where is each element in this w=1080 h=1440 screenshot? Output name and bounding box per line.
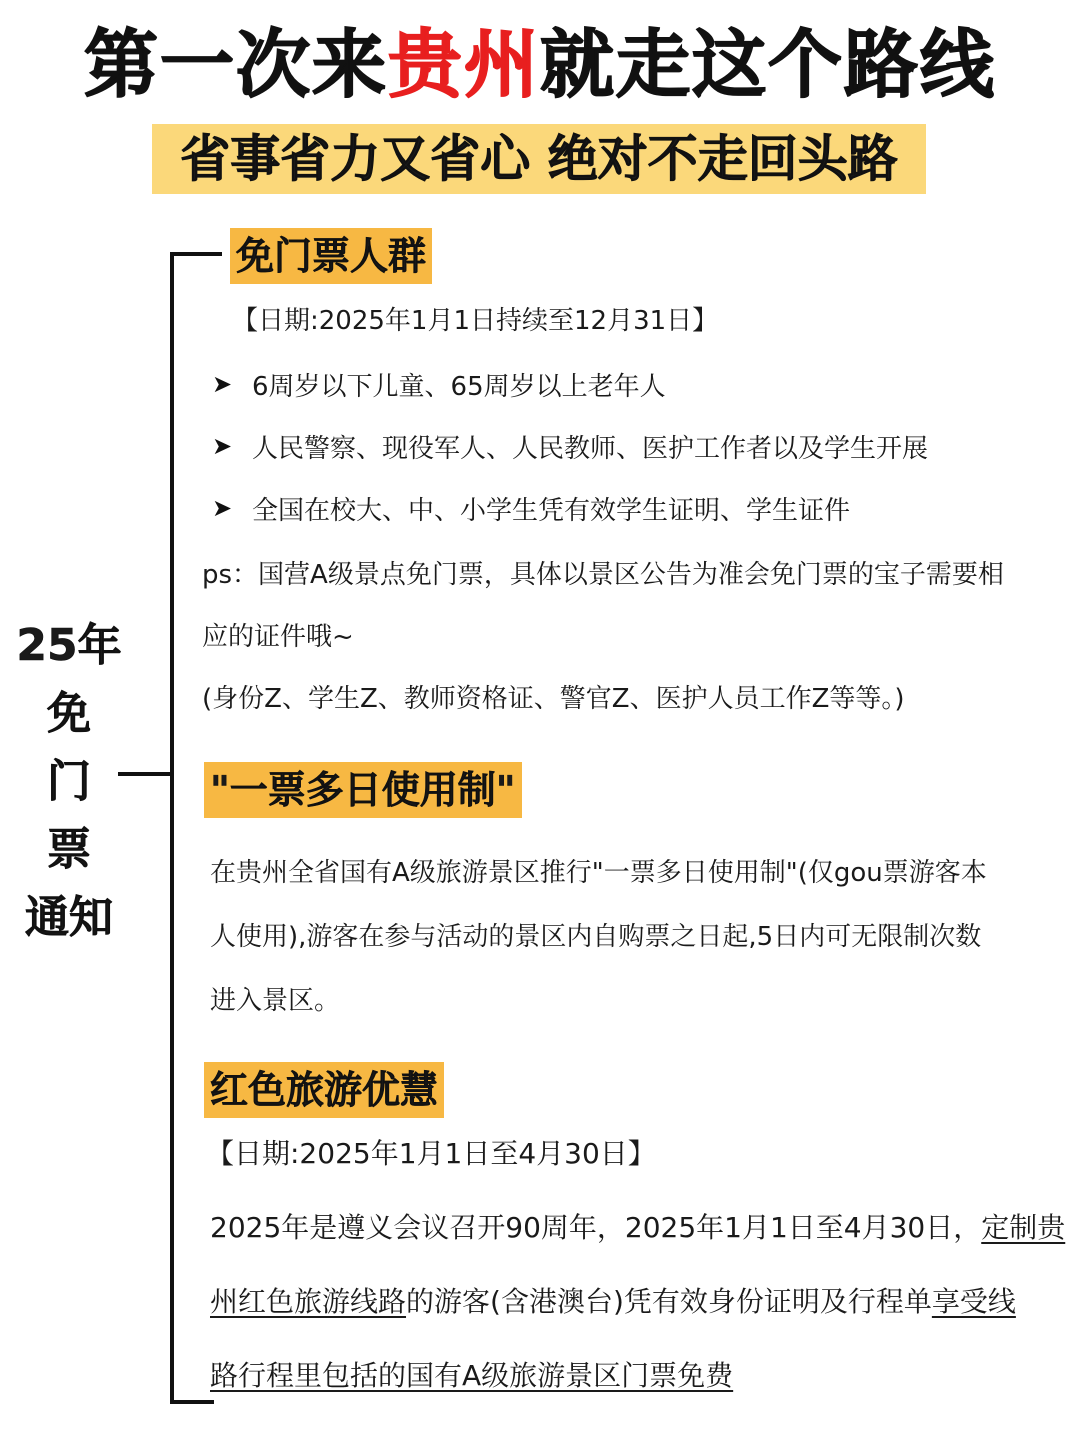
- bracket-top-tick: [170, 252, 222, 256]
- bracket-bottom-tick: [170, 1400, 214, 1404]
- section3-text-line: [210, 1206, 1065, 1246]
- side-label-line: 通知: [25, 892, 113, 943]
- section2-text-line: 人使用),游客在参与活动的景区内自购票之日起,5日内可无限制次数: [210, 922, 982, 952]
- side-label-line: 门: [47, 756, 91, 807]
- title-part1: 第一次来: [84, 22, 388, 108]
- section3-text-line: [210, 1280, 1016, 1320]
- section3-text-plain: 2025年是遵义会议召开90周年，2025年1月1日至4月30日，: [210, 1211, 982, 1244]
- section1-date: 【日期:2025年1月1日持续至12月31日】: [232, 306, 719, 336]
- bullet-item: 人民警察、现役军人、人民教师、医护工作者以及学生开展: [252, 434, 929, 464]
- bullet-item: 6周岁以下儿童、65周岁以上老年人: [252, 372, 666, 402]
- section2-text-line: 在贵州全省国有A级旅游景区推行"一票多日使用制"(仅gou票游客本: [210, 858, 987, 888]
- title-part2: 就走这个路线: [540, 22, 996, 108]
- bullet-arrow-icon: ➤: [212, 494, 233, 522]
- page-title: [0, 10, 1080, 120]
- section-heading-multi-day-ticket: "一票多日使用制": [204, 762, 522, 818]
- side-label-line: 25年: [16, 620, 122, 671]
- section3-text-underlined: 路行程里包括的国有A级旅游景区门票免费: [210, 1359, 734, 1392]
- ps-note-line: ps：国营A级景点免门票，具体以景区公告为准会免门票的宝子需要相: [202, 560, 1004, 590]
- bullet-arrow-icon: ➤: [212, 432, 233, 460]
- side-label-line: 免: [47, 688, 91, 739]
- bracket-vertical-line: [170, 252, 174, 1404]
- side-label-line: 票: [47, 824, 91, 875]
- title-highlight: 贵州: [388, 22, 540, 108]
- section3-text-line: [210, 1354, 733, 1394]
- section2-text-line: 进入景区。: [210, 986, 341, 1016]
- bullet-arrow-icon: ➤: [212, 370, 233, 398]
- ps-note-line: (身份Z、学生Z、教师资格证、警官Z、医护人员工作Z等等。): [202, 684, 905, 714]
- section3-text-underlined: 定制贵: [981, 1211, 1066, 1244]
- section3-date: 【日期:2025年1月1日至4月30日】: [206, 1137, 656, 1170]
- section-heading-free-groups: 免门票人群: [230, 228, 432, 284]
- side-label: [10, 612, 128, 952]
- bullet-item: 全国在校大、中、小学生凭有效学生证明、学生证件: [252, 496, 851, 526]
- ps-note-line: 应的证件哦~: [202, 622, 354, 652]
- section3-text-underlined: 享受线: [931, 1285, 1016, 1318]
- section-heading-red-tourism: 红色旅游优慧: [204, 1062, 444, 1118]
- section3-text-plain: 的游客(含港澳台)凭有效身份证明及行程单: [406, 1285, 932, 1318]
- section3-text-underlined: 州红色旅游线路: [210, 1285, 407, 1318]
- subtitle: 省事省力又省心 绝对不走回头路: [152, 124, 926, 194]
